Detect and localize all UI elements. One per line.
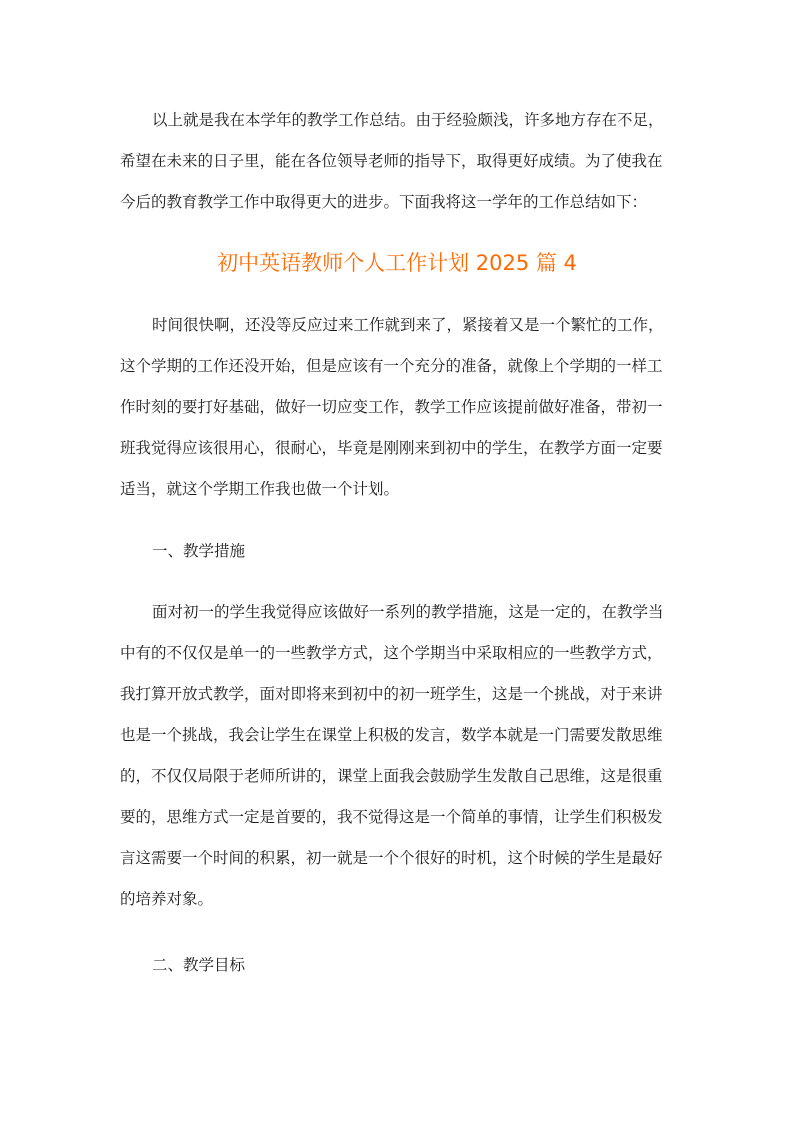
section1-line-7: 言这需要一个时间的积累，初一就是一个个很好的时机，这个时候的学生是最好 bbox=[120, 849, 663, 867]
intro-line-3: 今后的教育教学工作中取得更大的进步。下面我将这一学年的工作总结如下： bbox=[120, 193, 648, 211]
section1-heading: 一、教学措施 bbox=[152, 542, 246, 560]
section-title: 初中英语教师个人工作计划 2025 篇 4 bbox=[217, 251, 577, 275]
section1-line-4: 也是一个挑战，我会让学生在课堂上积极的发言，数学本就是一门需要发散思维 bbox=[120, 726, 663, 744]
section1-line-3: 我打算开放式教学，面对即将来到初中的初一班学生，这是一个挑战，对于来讲 bbox=[120, 685, 663, 703]
paragraph1-line-2: 这个学期的工作还没开始，但是应该有一个充分的准备，就像上个学期的一样工 bbox=[120, 357, 663, 375]
intro-line-1: 以上就是我在本学年的教学工作总结。由于经验颇浅，许多地方存在不足， bbox=[152, 111, 664, 129]
paragraph1-line-5: 适当，就这个学期工作我也做一个计划。 bbox=[120, 480, 400, 498]
section1-line-5: 的，不仅仅局限于老师所讲的，课堂上面我会鼓励学生发散自己思维，这是很重 bbox=[120, 767, 663, 785]
section1-line-6: 要的，思维方式一定是首要的，我不觉得这是一个简单的事情，让学生们积极发 bbox=[120, 808, 663, 826]
section2-heading: 二、教学目标 bbox=[152, 956, 246, 974]
section1-line-8: 的培养对象。 bbox=[120, 890, 214, 908]
section1-line-1: 面对初一的学生我觉得应该做好一系列的教学措施，这是一定的，在教学当 bbox=[152, 603, 664, 621]
section1-line-2: 中有的不仅仅是单一的一些教学方式，这个学期当中采取相应的一些教学方式， bbox=[120, 644, 663, 662]
paragraph1-line-4: 班我觉得应该很用心，很耐心，毕竟是刚刚来到初中的学生，在教学方面一定要 bbox=[120, 439, 663, 457]
paragraph1-line-1: 时间很快啊，还没等反应过来工作就到来了，紧接着又是一个繁忙的工作， bbox=[152, 316, 664, 334]
intro-line-2: 希望在未来的日子里，能在各位领导老师的指导下，取得更好成绩。为了使我在 bbox=[120, 152, 663, 170]
paragraph1-line-3: 作时刻的要打好基础，做好一切应变工作，教学工作应该提前做好准备，带初一 bbox=[120, 398, 663, 416]
